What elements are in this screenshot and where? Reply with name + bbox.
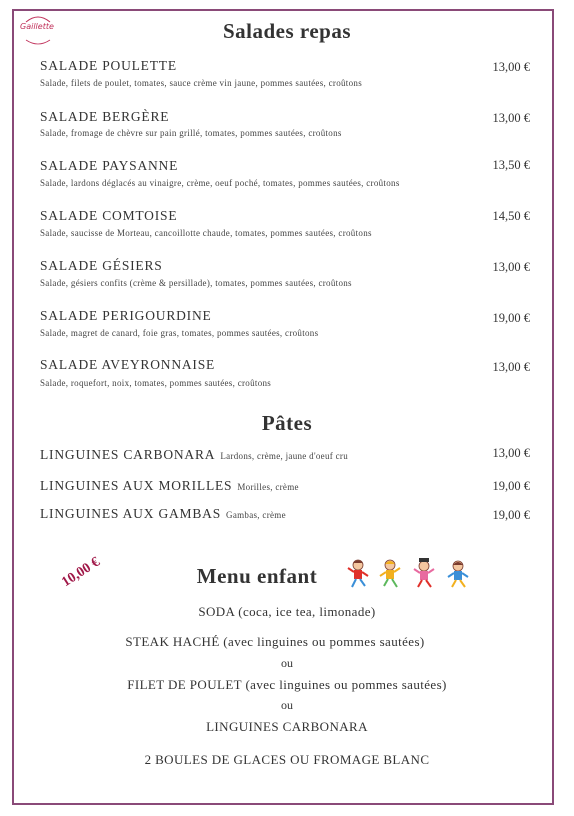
- list-item: SODA (coca, ice tea, limonade): [198, 604, 376, 619]
- item-price: 19,00 €: [492, 508, 530, 522]
- item-name: SALADE POULETTE: [40, 58, 177, 73]
- item-description: Morilles, crème: [237, 482, 299, 492]
- item-description: Salade, lardons déglacés au vinaigre, crème, oeuf poché, tomates, pommes sautées, croûtons: [40, 178, 400, 188]
- item-name: LINGUINES AUX GAMBAS: [40, 506, 222, 521]
- list-item: 2 BOULES DE GLACES OU FROMAGE BLANC: [144, 752, 430, 767]
- item-description: Salade, fromage de chèvre sur pain grillé, tomates, pommes sautées, croûtons: [40, 128, 342, 138]
- kids-menu-title: Menu enfant: [196, 564, 318, 588]
- item-price: 13,00 €: [492, 111, 530, 125]
- item-price: 13,00 €: [492, 260, 530, 274]
- item-name: SALADE AVEYRONNAISE: [40, 357, 216, 372]
- item-name: LINGUINES AUX MORILLES: [40, 478, 233, 493]
- item-name: SALADE GÉSIERS: [40, 258, 163, 273]
- item-description: Salade, magret de canard, foie gras, tomates, pommes sautées, croûtons: [40, 328, 319, 338]
- item-description: Salade, filets de poulet, tomates, sauce crème vin jaune, pommes sautées, croûtons: [40, 78, 363, 88]
- item-price: 19,00 €: [492, 479, 530, 493]
- logo-text: Gaillette: [20, 22, 54, 31]
- item-name: SALADE BERGÈRE: [40, 109, 170, 124]
- item-price: 13,00 €: [492, 446, 530, 460]
- list-item: ou: [281, 698, 293, 712]
- salads-title: Salades repas: [222, 19, 352, 43]
- item-description: Salade, roquefort, noix, tomates, pommes sautées, croûtons: [40, 378, 272, 388]
- item-name: SALADE PAYSANNE: [40, 158, 179, 173]
- item-name: LINGUINES CARBONARA: [40, 447, 216, 462]
- item-price: 13,50 €: [492, 158, 530, 172]
- item-description: Salade, gésiers confits (crème & persillade), tomates, pommes sautées, croûtons: [40, 278, 352, 288]
- list-item: STEAK HACHÉ (avec linguines ou pommes sautées): [125, 634, 425, 649]
- item-price: 14,50 €: [492, 209, 530, 223]
- item-description: Salade, saucisse de Morteau, cancoillotte chaude, tomates, pommes sautées, croûtons: [40, 228, 372, 238]
- kids-figures-icon: [346, 558, 474, 590]
- item-name: SALADE COMTOISE: [40, 208, 178, 223]
- item-description: Lardons, crème, jaune d'oeuf cru: [220, 451, 348, 461]
- item-price: 13,00 €: [492, 360, 530, 374]
- list-item: LINGUINES CARBONARA: [206, 719, 368, 734]
- kids-menu-price: 10,00 €: [59, 554, 103, 591]
- list-item: FILET DE POULET (avec linguines ou pommes sautées): [127, 677, 447, 692]
- item-price: 19,00 €: [492, 311, 530, 325]
- item-description: Gambas, crème: [226, 510, 286, 520]
- list-item: ou: [281, 656, 293, 670]
- pasta-title: Pâtes: [261, 411, 313, 435]
- item-name: SALADE PERIGOURDINE: [40, 308, 212, 323]
- item-price: 13,00 €: [492, 60, 530, 74]
